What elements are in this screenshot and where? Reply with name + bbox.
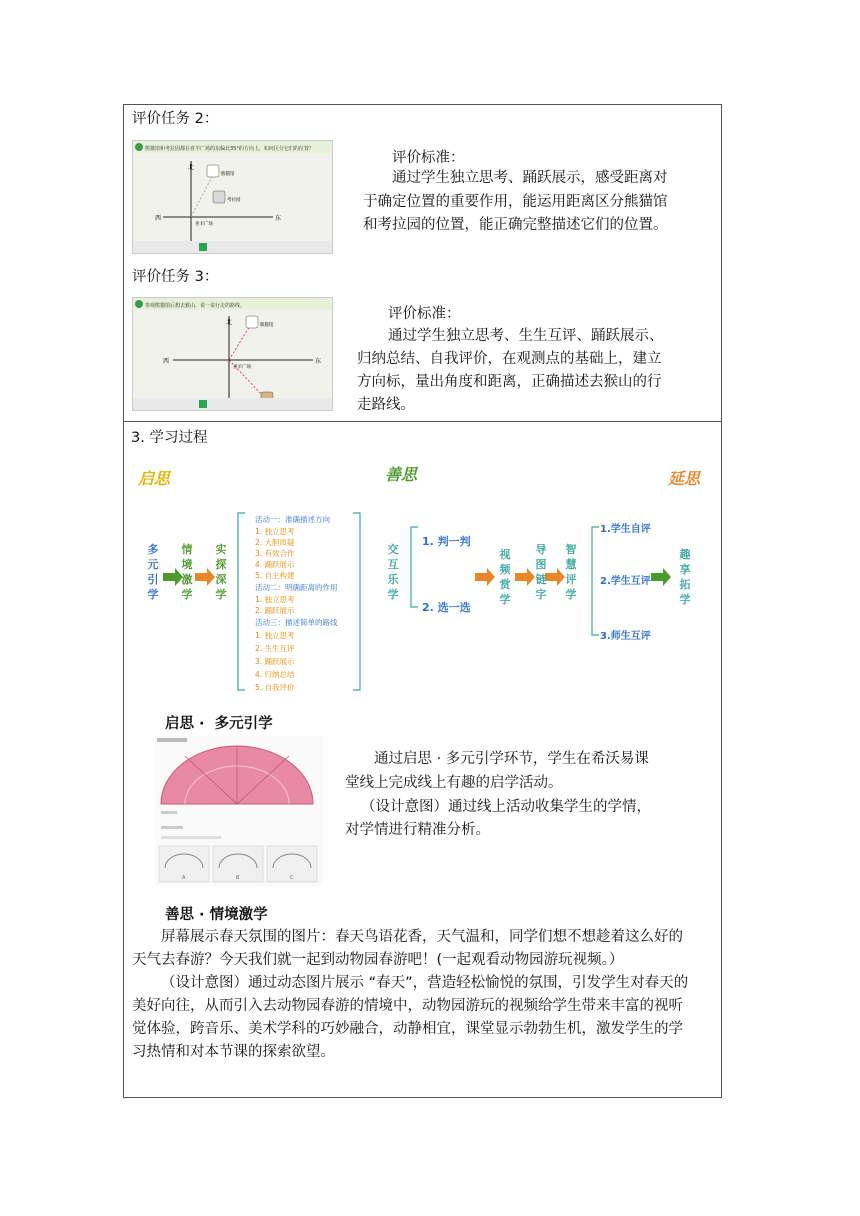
arrow-icon [163,568,183,586]
task2-label-koala: 考拉园 [227,198,241,203]
task3-thumb-question: 参观熊猫馆后想去猴山，说一说行走的路线。 [145,303,246,309]
activity-1-title: 活动一：准确描述方向 [255,515,330,524]
flow-branch-xuanyixuan: 2. 选一选 [422,601,471,614]
flow-step-duoyuan: 多 元 引 学 [147,543,159,601]
shansi-line-5: 觉体验，跨音乐、美术学科的巧妙融合，动静相宜，课堂显示勃勃生机，激发学生的学 [132,1021,683,1037]
task3-criteria-line-1: 通过学生独立思考、生生互评、踊跃展示、 [388,328,664,344]
activity-3-item-4: 4. 归纳总结 [255,670,295,679]
koala-icon [213,191,225,203]
activity-1-item-5: 5. 自主构建 [255,571,295,580]
flow-step-quxiang: 趣 享 拓 学 [679,548,691,606]
arrow-icon [651,568,671,586]
flow-header-yansi: 延思 [668,469,701,488]
task2-criteria-line-2: 于确定位置的重要作用，能运用距离区分熊猫馆 [363,194,668,210]
eval-branch-self: 1.学生自评 [600,524,651,535]
eval-branch-peer: 2.学生互评 [600,576,651,587]
qisi-line-4: 对学情进行精准分析。 [345,822,490,838]
activity-3-item-3: 3. 踊跃展示 [255,657,295,666]
task2-label-west: 西 [155,215,162,222]
shansi-line-2: 天气去春游？今天我们就一起到动物园春游吧！(一起观看动物园游玩视频。） [132,952,624,968]
activity-1-item-4: 4. 踊跃展示 [255,560,295,569]
task3-criteria-title: 评价标准： [388,306,461,322]
task2-label-north: 北 [188,164,195,171]
activity-3-item-2: 2. 生生互评 [255,644,295,653]
task3-criteria-line-2: 归纳总结、自我评价，在观测点的基础上，建立 [357,351,662,367]
activity-3-item-1: 1. 独立思考 [255,631,295,640]
qisi-line-2: 堂线上完成线上有趣的启学活动。 [345,775,563,791]
flow-step-shipin: 视 频 赏 学 [499,548,511,606]
task2-thumbnail [132,140,333,254]
qisi-thumbnail [155,736,323,886]
task2-criteria-line-1: 通过学生独立思考、踊跃展示，感受距离对 [392,170,668,186]
task2-criteria-title: 评价标准： [392,150,465,166]
arrow-icon [545,568,565,586]
activity-3-title: 活动三：描述简单的路线 [255,618,338,627]
activity-3-item-5: 5. 自我评价 [255,683,295,692]
shansi-line-1: 屏幕展示春天氛围的图片：春天鸟语花香，天气温和，同学们想不想趁着这么好的 [161,929,683,945]
arrow-icon [195,568,215,586]
task2-label-panda: 熊猫馆 [221,172,235,177]
arrow-icon [475,568,495,586]
task3-label-panda: 熊猫馆 [260,323,274,328]
task2-title: 评价任务 2： [132,111,219,127]
shansi-line-3: （设计意图）通过动态图片展示 “春天”，营造轻松愉悦的氛围，引发学生对春天的 [161,975,689,991]
panda-icon [207,165,219,177]
qisi-title: 启思 · 多元引学 [165,716,273,732]
task2-criteria-line-3: 和考拉园的位置，能正确完整描述它们的位置。 [363,217,668,233]
task3-title: 评价任务 3： [132,269,219,285]
task2-thumb-question: 熊猫馆和考拉园都在喜羊广场的东偏北35°的方向上，如何区分它们的位置？ [145,146,314,152]
activity-2-item-2: 2. 踊跃展示 [255,606,295,615]
qisi-line-1: 通过启思 · 多元引学环节，学生在希沃易课 [374,751,649,767]
activity-1-item-3: 3. 有效合作 [255,549,295,558]
flow-step-jiaohu: 交 互 乐 学 [387,543,399,601]
qisi-option-a: A [182,875,186,881]
shansi-line-6: 习热情和对本节课的探索欲望。 [132,1044,335,1060]
arrow-icon [515,568,535,586]
task3-criteria-line-4: 走路线。 [357,397,415,413]
activity-2-title: 活动二：明确距离的作用 [255,583,338,592]
flow-step-daotu: 导 图 链 字 [535,543,547,601]
qisi-line-3: （设计意图）通过线上活动收集学生的学情， [361,799,651,815]
panda-icon [246,316,258,328]
flow-step-zhihui: 智 慧 评 学 [565,543,577,601]
eval-branch-teacher: 3.师生互评 [600,631,651,642]
activity-1-item-2: 2. 大胆质疑 [255,538,295,547]
flow-step-shitan: 实 探 深 学 [215,543,227,601]
flow-header-shansi: 善思 [385,465,418,484]
activity-1-item-1: 1. 独立思考 [255,527,295,536]
task3-thumbnail [132,297,333,411]
flow-header-qisi: 启思 [138,469,171,488]
task2-label-east: 东 [275,215,282,222]
task3-label-east: 东 [315,358,322,365]
task3-label-north: 北 [226,319,233,326]
shansi-line-4: 美好向往，从而引入去动物园春游的情境中，动物园游玩的视频给学生带来丰富的视听 [132,998,683,1014]
activity-2-item-1: 1. 独立思考 [255,595,295,604]
task3-criteria-line-3: 方向标，量出角度和距离，正确描述去猴山的行 [357,374,662,390]
task2-label-square: 喜羊广场 [195,222,213,227]
flow-step-qingjing: 情 境 激 学 [181,543,193,601]
task3-label-west: 西 [163,358,170,365]
process-heading: 3. 学习过程 [131,430,208,446]
qisi-option-b: B [236,875,240,881]
shansi-title: 善思 · 情境激学 [165,907,268,923]
qisi-option-c: C [290,875,294,881]
task3-label-square: 喜羊广场 [233,365,251,370]
flow-branch-panyipan: 1. 判一判 [422,535,471,548]
